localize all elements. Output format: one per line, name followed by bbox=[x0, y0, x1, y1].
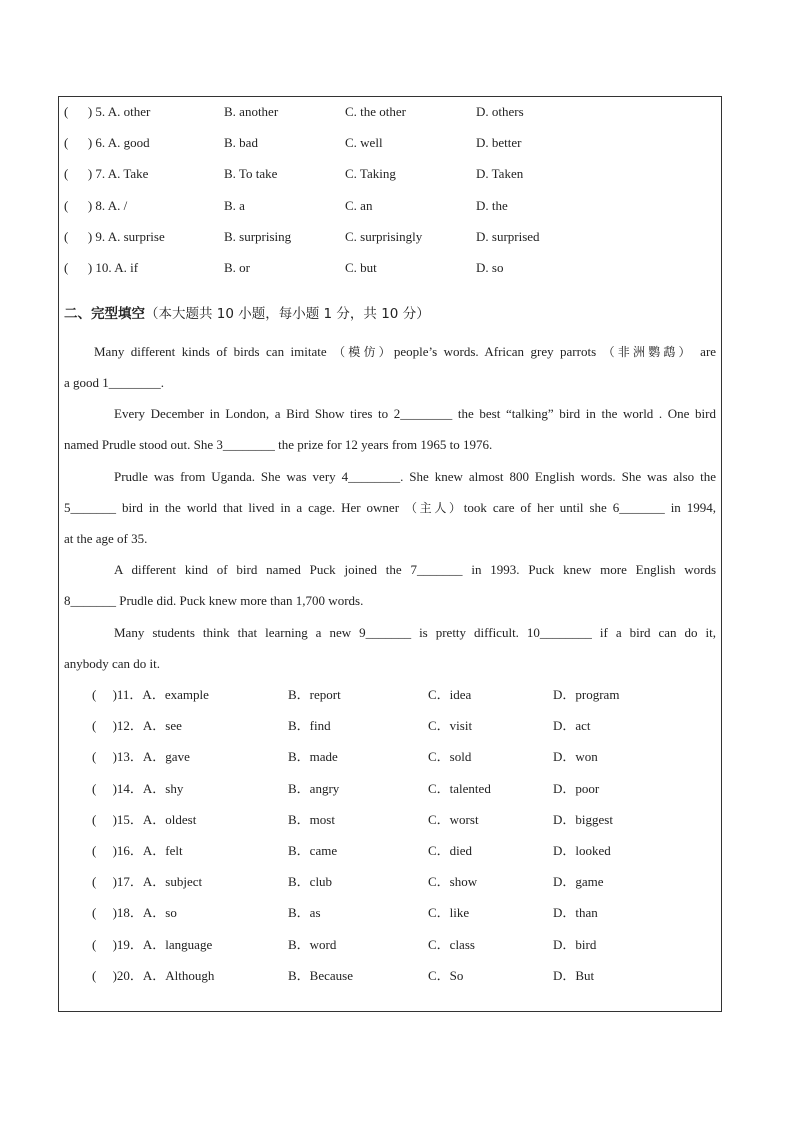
option-b: B．club bbox=[288, 874, 333, 890]
passage-line: Many students think that learning a new 9_______ is pretty difficult. 10________ if a bird can do it, bbox=[114, 625, 716, 640]
question-stem: ( ) 5. A. other bbox=[64, 104, 151, 119]
option-c: C．died bbox=[428, 843, 473, 858]
option-b: B．find bbox=[288, 718, 331, 734]
question-stem: ( ) 8. A. / bbox=[64, 197, 128, 213]
option-b: B．most bbox=[288, 811, 335, 827]
option-c: C. an bbox=[345, 197, 373, 213]
option-b: B．made bbox=[288, 749, 338, 765]
question-stem: ( )17．A．subject bbox=[92, 874, 203, 890]
option-c: C. surprisingly bbox=[345, 228, 423, 244]
option-c: C．talented bbox=[428, 780, 491, 796]
question-stem: ( ) 9. A. surprise bbox=[64, 228, 165, 244]
passage-line: Many different kinds of birds can imitate （模仿）people’s words. African grey parrots （非洲鹦鹉） are bbox=[94, 344, 717, 359]
question-stem: ( )16．A．felt bbox=[92, 843, 183, 858]
passage-line: Prudle was from Uganda. She was very 4________. She knew almost 800 English words. She was also the bbox=[114, 469, 716, 484]
option-d: D. others bbox=[476, 104, 524, 119]
option-c: C．like bbox=[428, 905, 470, 921]
option-c: C．idea bbox=[428, 687, 472, 702]
option-b: B. bad bbox=[224, 135, 258, 151]
option-c: C．So bbox=[428, 967, 464, 983]
question-stem: ( )20．A．Although bbox=[92, 967, 215, 983]
passage-line: A different kind of bird named Puck joined the 7_______ in 1993. Puck knew more English words bbox=[114, 562, 716, 577]
question-stem: ( )18．A．so bbox=[92, 905, 177, 921]
option-c: C. Taking bbox=[345, 166, 396, 182]
option-d: D．poor bbox=[553, 780, 600, 796]
question-stem: ( )11．A．example bbox=[92, 687, 209, 702]
option-b: B. or bbox=[224, 260, 250, 275]
section-heading bbox=[64, 304, 430, 324]
option-d: D．than bbox=[553, 905, 598, 921]
question-stem: ( )14．A．shy bbox=[92, 780, 184, 796]
option-b: B. To take bbox=[224, 166, 278, 182]
passage-line: 5_______ bird in the world that lived in a cage. Her owner （主人）took care of her until she 6_______ in 1994, bbox=[64, 500, 717, 515]
option-b: B．angry bbox=[288, 780, 340, 796]
option-c: C．sold bbox=[428, 749, 472, 765]
question-stem: ( ) 6. A. good bbox=[64, 135, 150, 151]
option-d: D．program bbox=[553, 687, 620, 702]
option-d: D．bird bbox=[553, 936, 597, 952]
question-stem: ( )19．A．language bbox=[92, 936, 213, 952]
question-stem: ( )15．A．oldest bbox=[92, 811, 197, 827]
option-d: D. surprised bbox=[476, 228, 540, 244]
passage-line: anybody can do it. bbox=[64, 656, 161, 671]
option-c: C．class bbox=[428, 936, 475, 952]
option-b: B. another bbox=[224, 104, 279, 119]
section-title: 二、完型填空 bbox=[64, 306, 145, 322]
option-d: D．biggest bbox=[553, 811, 613, 827]
option-d: D．act bbox=[553, 718, 591, 734]
question-stem: ( ) 7. A. Take bbox=[64, 166, 149, 182]
option-b: B．report bbox=[288, 687, 341, 702]
option-d: D. the bbox=[476, 197, 508, 213]
option-d: D．game bbox=[553, 874, 604, 890]
option-b: B. a bbox=[224, 197, 245, 213]
option-c: C．worst bbox=[428, 811, 479, 827]
passage-line: a good 1________. bbox=[64, 375, 165, 390]
option-c: C．visit bbox=[428, 718, 473, 734]
option-c: C. but bbox=[345, 260, 377, 275]
option-d: D. better bbox=[476, 135, 522, 151]
option-b: B．as bbox=[288, 905, 321, 921]
option-d: D．won bbox=[553, 749, 598, 765]
question-stem: ( ) 10. A. if bbox=[64, 260, 139, 275]
option-b: B．Because bbox=[288, 967, 353, 983]
passage-line: 8_______ Prudle did. Puck knew more than 1,700 words. bbox=[64, 593, 364, 608]
question-stem: ( )12．A．see bbox=[92, 718, 182, 734]
section-note: （本大题共 10 小题，每小题 1 分，共 10 分） bbox=[145, 306, 430, 322]
option-c: C．show bbox=[428, 874, 478, 890]
option-c: C. well bbox=[345, 135, 383, 151]
question-stem: ( )13．A．gave bbox=[92, 749, 190, 765]
passage-line: named Prudle stood out. She 3________ the prize for 12 years from 1965 to 1976. bbox=[64, 437, 493, 452]
option-d: D．But bbox=[553, 967, 595, 983]
option-b: B．word bbox=[288, 936, 337, 952]
option-d: D. Taken bbox=[476, 166, 524, 182]
option-d: D. so bbox=[476, 260, 504, 275]
option-b: B. surprising bbox=[224, 228, 292, 244]
option-b: B．came bbox=[288, 843, 338, 858]
passage-line: at the age of 35. bbox=[64, 531, 148, 546]
option-c: C. the other bbox=[345, 104, 407, 119]
passage-line: Every December in London, a Bird Show tires to 2________ the best “talking” bird in the world . One bird bbox=[114, 406, 716, 421]
option-d: D．looked bbox=[553, 843, 611, 858]
